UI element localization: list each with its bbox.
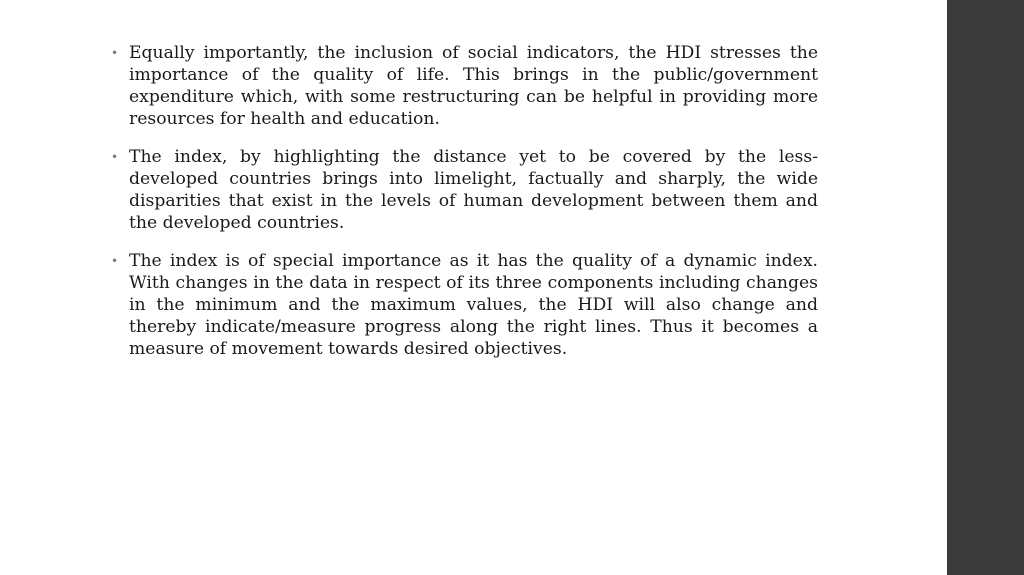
bullet-text-2: The index, by highlighting the distance yet to be covered by the less-developed countries brings into limelight, factually and sharply, the wide disparities that exist in the levels of human development between them and the developed countries. bbox=[129, 147, 818, 233]
bullet-icon: • bbox=[111, 46, 119, 60]
bullet-icon: • bbox=[111, 150, 119, 164]
bullet-list bbox=[111, 42, 818, 360]
bullet-item-1 bbox=[111, 42, 818, 130]
bullet-text-1: Equally importantly, the inclusion of social indicators, the HDI stresses the importance of the quality of life. This brings in the public/government expenditure which, with some restructuring can be helpful in providing more resources for health and education. bbox=[129, 43, 818, 129]
bullet-icon: • bbox=[111, 254, 119, 268]
side-bar bbox=[947, 0, 1024, 575]
slide-content bbox=[111, 42, 818, 376]
bullet-item-3 bbox=[111, 250, 818, 360]
bullet-text-3: The index is of special importance as it has the quality of a dynamic index. With changes in the data in respect of its three components including changes in the minimum and the maximum values, the HDI will also change and thereby indicate/measure progress along the right lines. Thus it becomes a measure of movement towards desired objectives. bbox=[129, 251, 818, 359]
bullet-item-2 bbox=[111, 146, 818, 234]
